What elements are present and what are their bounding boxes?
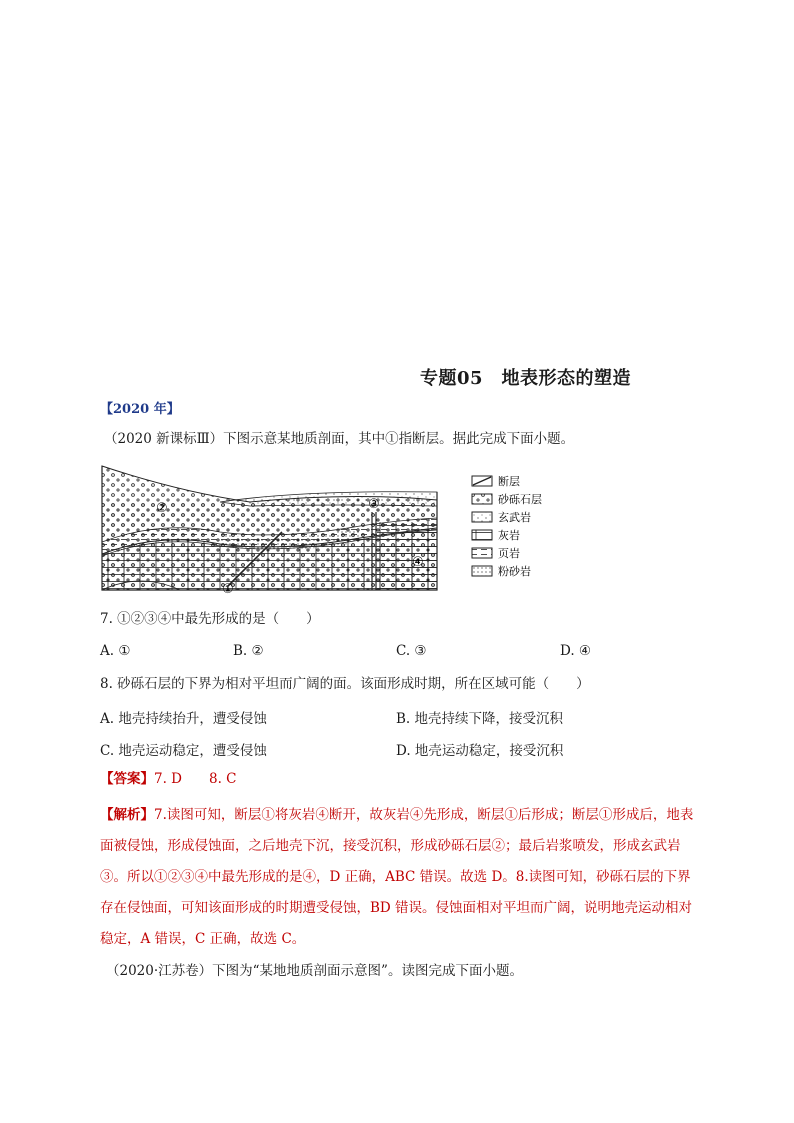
legend-label-shale: 页岩 xyxy=(498,547,520,560)
q7-option-a[interactable]: A. ① xyxy=(100,643,131,659)
analysis-text: 7.读图可知，断层①将灰岩④断开，故灰岩④先形成，断层①后形成；断层①形成后，地表面被侵蚀，形成侵蚀面，之后地壳下沉，接受沉积，形成砂砾石层②；最后岩浆喷发，形成玄武岩③。所以①②③④中最先形成的是④，D 正确，ABC 错误。故选 D。8.读图可知，砂砾石层的下界存在侵蚀面，可知该面形成的时期遭受侵蚀，BD 错误。侵蚀面相对平坦而广阔，说明地壳运动相对稳定，A 错误，C 正确，故选 C。 xyxy=(100,807,694,947)
section-body xyxy=(102,466,437,590)
q8-option-c[interactable]: C. 地壳运动稳定，遭受侵蚀 xyxy=(100,743,267,759)
q8-option-d[interactable]: D. 地壳运动稳定，接受沉积 xyxy=(396,743,564,759)
q7-option-b[interactable]: B. ② xyxy=(233,643,264,659)
question-intro: （2020 新课标Ⅲ）下图示意某地质剖面，其中①指断层。据此完成下面小题。 xyxy=(104,431,575,447)
answer-line xyxy=(100,770,237,788)
legend-icon-shale xyxy=(472,548,492,558)
label-2: ② xyxy=(156,501,168,516)
legend-icon-gravel xyxy=(472,494,492,504)
legend-label-siltstone: 粉砂岩 xyxy=(498,565,531,578)
label-1: ① xyxy=(222,582,234,596)
answer-text: 7. D 8. C xyxy=(154,771,237,787)
q8-option-a[interactable]: A. 地壳持续抬升，遭受侵蚀 xyxy=(100,711,267,727)
question-8-stem: 8. 砂砾石层的下界为相对平坦而广阔的面。该面形成时期，所在区域可能（ ） xyxy=(100,676,590,692)
legend-label-gravel: 砂砾石层 xyxy=(498,493,542,506)
analysis-tag: 【解析】 xyxy=(100,807,154,823)
geologic-section-figure xyxy=(100,462,560,596)
legend-icon-limestone xyxy=(472,530,492,540)
legend-label-limestone: 灰岩 xyxy=(498,529,520,542)
legend-label-basalt: 玄武岩 xyxy=(498,511,531,524)
q8-option-b[interactable]: B. 地壳持续下降，接受沉积 xyxy=(396,711,564,727)
answer-tag: 【答案】 xyxy=(100,771,154,787)
label-4: ④ xyxy=(412,555,424,570)
question-7-stem: 7. ①②③④中最先形成的是（ ） xyxy=(100,611,320,627)
legend-icon-basalt xyxy=(472,512,492,522)
label-3: ③ xyxy=(368,497,380,512)
legend-icon-siltstone xyxy=(472,566,492,576)
q7-option-d[interactable]: D. ④ xyxy=(560,643,592,659)
geologic-section-svg xyxy=(100,462,560,596)
page-title: 专题05 地表形态的塑造 xyxy=(420,368,632,389)
legend xyxy=(472,474,542,578)
next-question-intro: （2020·江苏卷）下图为“某地地质剖面示意图”。读图完成下面小题。 xyxy=(106,963,523,979)
analysis-block xyxy=(100,800,700,955)
year-tag: 【2020 年】 xyxy=(100,402,180,417)
legend-label-fault: 断层 xyxy=(498,475,520,488)
q7-option-c[interactable]: C. ③ xyxy=(396,643,427,659)
